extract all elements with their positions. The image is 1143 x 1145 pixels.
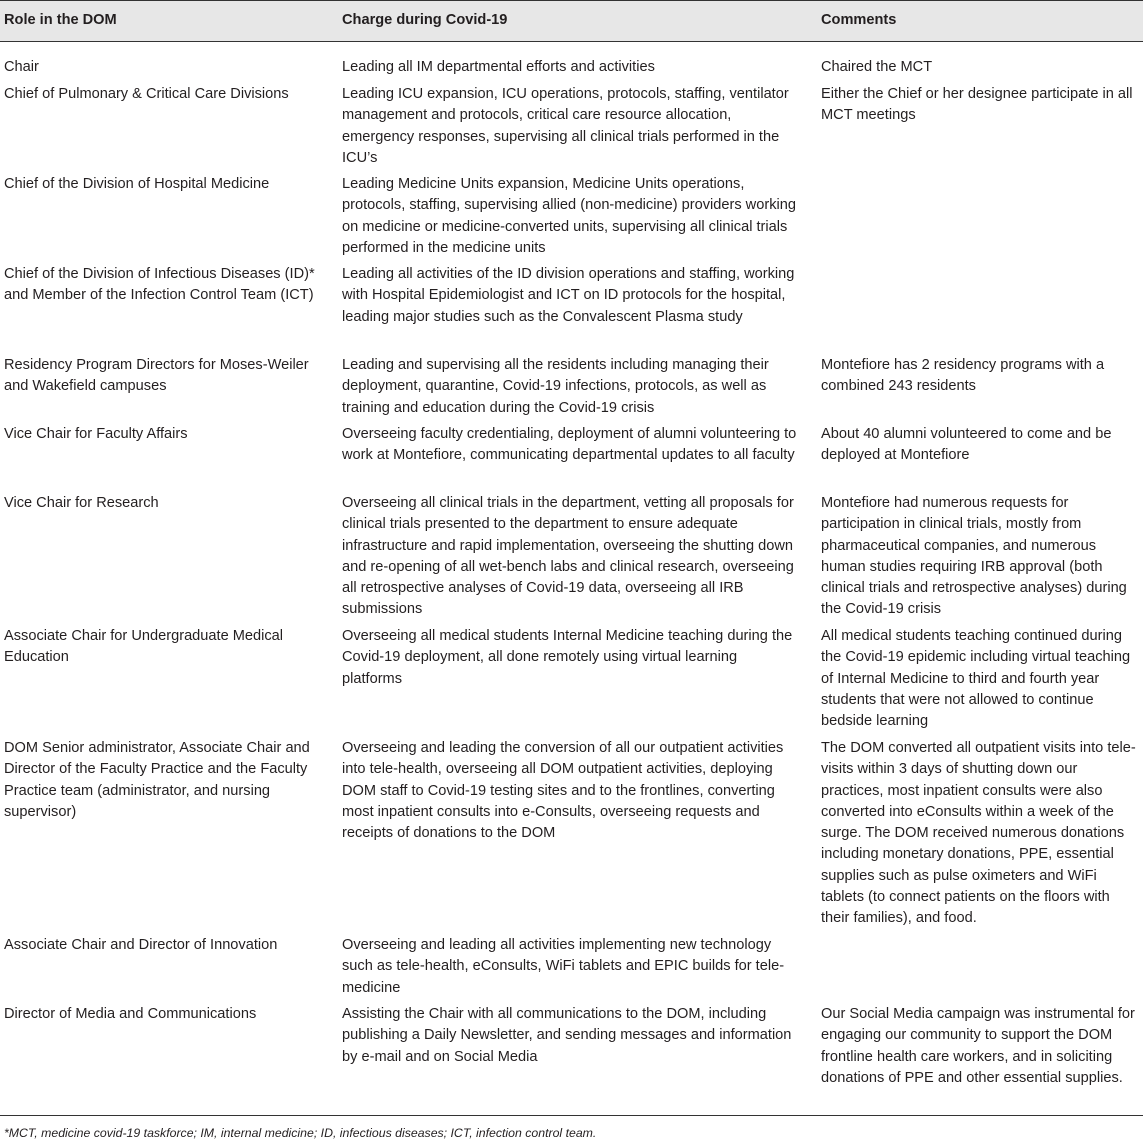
column-header-charge: Charge during Covid-19 [342,12,508,29]
cell-comments: Either the Chief or her designee participate in all MCT meetings [821,86,1133,124]
cell-role: DOM Senior administrator, Associate Chair and Director of the Faculty Practice and the Faculty Practice team (administrator, and nursing supervisor) [4,740,310,820]
cell-charge: Overseeing all clinical trials in the department, vetting all proposals for clinical trials presented to the department to ensure adequate infrastructure and rapid implementation, overseeing the shutting down and re-opening of all wet-bench labs and clinical research, overseeing all retrospective analyses of Covid-19 data, overseeing all IRB submissions [342,495,794,618]
cell-comments: The DOM converted all outpatient visits into tele-visits within 3 days of shutting down our practices, most inpatient consults were also converted into eConsults within a week of the surge. The DOM received numerous donations including monetary donations, PPE, essential supplies such as pulse oximeters and WiFi tablets (to connect patients on the floors with their families), and food. [821,740,1136,927]
table-header-row [0,0,1143,42]
table-footnote: *MCT, medicine covid-19 taskforce; IM, internal medicine; ID, infectious diseases; ICT, infection control team. [4,1126,597,1140]
table-row [0,174,1143,259]
table-bottom-rule [0,1115,1143,1116]
cell-comments [821,264,1143,350]
table-row [0,355,1143,419]
cell-comments: Chaired the MCT [821,59,933,75]
cell-comments: About 40 alumni volunteered to come and be deployed at Montefiore [821,426,1112,464]
cell-charge: Leading ICU expansion, ICU operations, protocols, staffing, ventilator management and protocols, critical care resource allocation, emergency responses, supervising all clinical trials performed in the ICU’s [342,86,789,166]
cell-role: Chief of the Division of Infectious Diseases (ID)* and Member of the Infection Control Team (ICT) [4,266,315,304]
table-row [0,935,1143,999]
cell-role: Vice Chair for Research [4,495,159,511]
cell-role: Associate Chair and Director of Innovation [4,937,278,953]
cell-charge: Overseeing and leading all activities implementing new technology such as tele-health, eConsults, WiFi tablets and EPIC builds for tele-medicine [342,937,785,996]
cell-role: Vice Chair for Faculty Affairs [4,426,188,442]
cell-comments: Our Social Media campaign was instrumental for engaging our community to support the DOM frontline health care workers, and in soliciting donations of PPE and other essential supplies. [821,1006,1135,1086]
cell-charge: Assisting the Chair with all communications to the DOM, including publishing a Daily Newsletter, and sending messages and information by e-mail and on Social Media [342,1006,792,1065]
cell-charge: Leading Medicine Units expansion, Medicine Units operations, protocols, staffing, supervising allied (non-medicine) providers working on medicine or medicine-converted units, supervising all clinical trials performed in the medicine units [342,176,796,256]
table-row [0,57,1143,78]
table-row [0,493,1143,621]
table-row [0,424,1143,488]
table-row [0,264,1143,350]
cell-role: Residency Program Directors for Moses-Weiler and Wakefield campuses [4,357,309,395]
table-row [0,738,1143,930]
cell-charge: Overseeing and leading the conversion of all our outpatient activities into tele-health, overseeing all DOM outpatient activities, deploying DOM staff to Covid-19 testing sites and to the frontlines, converting most inpatient consults into e-Consults, overseeing requests and receipts of donations to the DOM [342,740,784,842]
cell-role: Director of Media and Communications [4,1006,257,1022]
cell-comments: All medical students teaching continued during the Covid-19 epidemic including virtual teaching of Internal Medicine to third and fourth year students that were not allowed to continue bedside learning [821,628,1131,730]
cell-comments: Montefiore had numerous requests for participation in clinical trials, mostly from pharmaceutical companies, and numerous human studies requiring IRB approval (both clinical trials and retrospective analyses) during the Covid-19 crisis [821,495,1127,618]
cell-role: Chair [4,59,39,75]
table-row [0,626,1143,733]
cell-role: Chief of the Division of Hospital Medicine [4,176,270,192]
cell-role: Associate Chair for Undergraduate Medical Education [4,628,284,666]
column-header-role: Role in the DOM [4,12,117,29]
cell-comments: Montefiore has 2 residency programs with a combined 243 residents [821,357,1105,395]
cell-comments [821,174,1143,259]
cell-charge: Leading all activities of the ID division operations and staffing, working with Hospital Epidemiologist and ICT on ID protocols for the hospital, leading major studies such as the Convalescent Plasma study [342,266,795,325]
cell-charge: Leading all IM departmental efforts and activities [342,59,655,75]
table-row [0,1004,1143,1111]
cell-charge: Overseeing all medical students Internal Medicine teaching during the Covid-19 deployment, all done remotely using virtual learning platforms [342,628,793,687]
cell-charge: Leading and supervising all the residents including managing their deployment, quarantine, Covid-19 infections, protocols, as well as training and education during the Covid-19 crisis [342,357,769,416]
table-row [0,84,1143,169]
column-header-comments: Comments [821,12,897,29]
cell-role: Chief of Pulmonary & Critical Care Divisions [4,86,289,102]
cell-comments [821,935,1143,999]
cell-charge: Overseeing faculty credentialing, deployment of alumni volunteering to work at Montefiore, communicating departmental updates to all faculty [342,426,797,464]
